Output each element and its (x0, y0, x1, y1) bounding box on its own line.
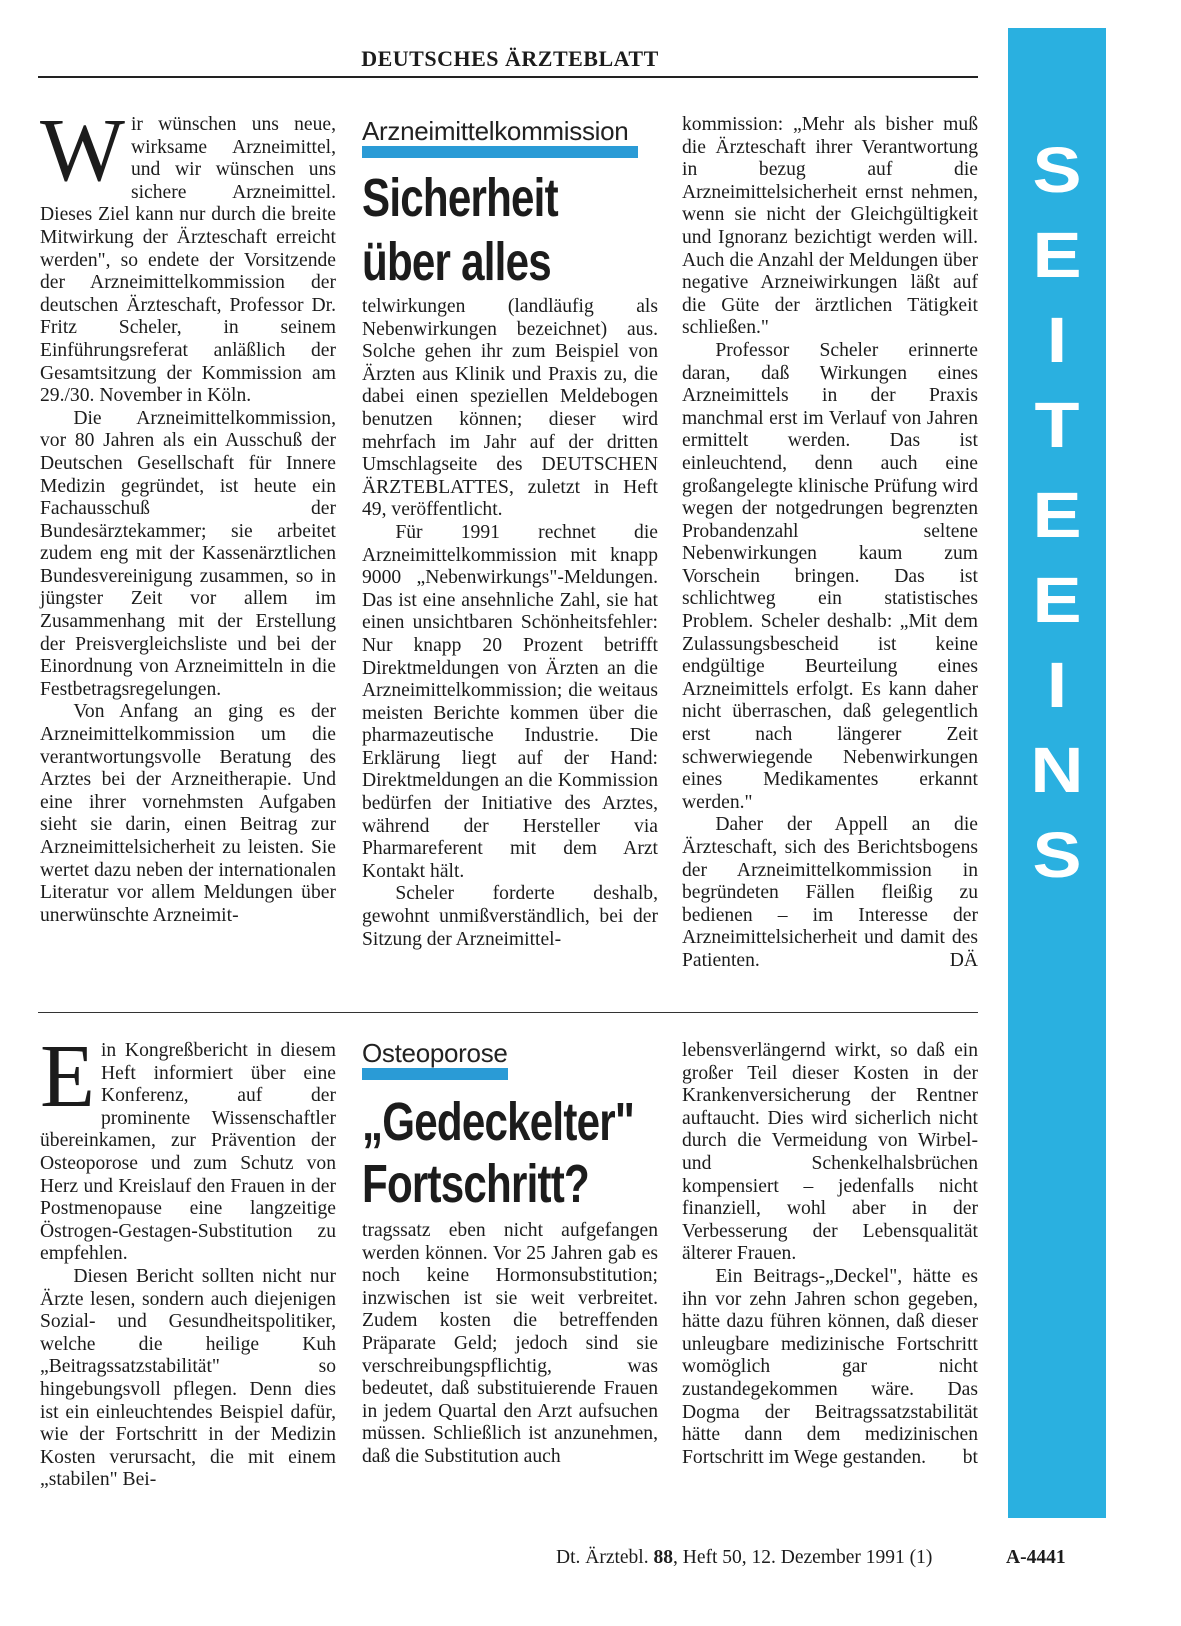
sidebar-letter: I (1046, 304, 1068, 376)
article2-headline-line1: „Gedeckelter" (362, 1092, 635, 1152)
sidebar-letter: S (1032, 819, 1082, 891)
sidebar-letter: T (1034, 389, 1080, 461)
article1-col3-para-3 (682, 814, 978, 972)
footer-volume: 88 (653, 1547, 673, 1568)
sidebar-letter: E (1032, 219, 1082, 291)
article1-headline-line1: Sicherheit (362, 168, 558, 228)
article1-column-3 (682, 114, 978, 973)
article1-col2-para-2: Für 1991 rechnet die Arzneimittelkommission mit knapp 9000 „Nebenwirkungs"-Meldungen. Das ist eine ansehnliche Zahl, sie hat einen unsichtbaren Schönheitsfehler: Nur knapp 20 Prozent betrifft Direktmeldungen von Ärzten an die Arzneimittelkommission; die weitaus meisten Berichte kommen über die pharmazeutische Industrie. Die Erklärung liegt auf der Hand: Direktmeldungen an die Kommission bedürfen der Initiative des Arztes, während der Hersteller via Pharmareferent mit dem Arzt Kontakt hält. (362, 521, 658, 882)
article1-col1-para-1: ir wünschen uns neue, wirksame Arzneimittel, und wir wünschen uns sichere Arzneimittel. Dieses Ziel kann nur durch die breite Mitwirkung der Ärzteschaft erreicht werden", so endete der Vorsitzende der Arzneimittelkommission der deutschen Ärzteschaft, Professor Dr. Fritz Scheler, in seinem Einführungsreferat anläßlich der Gesamtsitzung der Kommission am 29./30. November in Köln. (40, 114, 336, 407)
article2-col2-para-1: tragssatz eben nicht aufgefangen werden können. Vor 25 Jahren gab es noch keine Hormonsubstitution; inzwischen ist sie weit verbreitet. Zudem kosten die betreffenden Präparate Geld; jedoch sind sie verschreibungspflichtig, was bedeutet, daß substituierende Frauen in jedem Quartal den Arzt aufsuchen müssen. Schließlich ist anzunehmen, daß die Substitution auch (362, 1220, 658, 1467)
article1-col1-para-3: Von Anfang an ging es der Arzneimittelkommission um die verantwortungsvolle Beratung des Arztes bei der Arzneitherapie. Und eine ihrer vornehmsten Aufgaben sieht sie darin, einen Beitrag zur Arzneimittelsicherheit zu leisten. Sie wertet dazu neben der internationalen Literatur vor allem Meldungen über unerwünschte Arzneimit- (40, 701, 336, 926)
article1-kicker: Arzneimittelkommission (362, 116, 629, 146)
article2-column-1 (40, 1027, 336, 1492)
article1-dropcap: W (40, 101, 125, 200)
article1-col3-para-1: kommission: „Mehr als bisher muß die Ärzteschaft ihrer Verantwortung in bezug auf die Arzneimittelsicherheit ernst nehmen, wenn sie nicht der Gleichgültigkeit und Ignoranz bezichtigt werden will. Auch die Anzahl der Meldungen über negative Arzneiwirkungen läßt auf die Güte der ärztlichen Tätigkeit schließen." (682, 114, 978, 339)
footer-citation-rest: , Heft 50, 12. Dezember 1991 (1) (672, 1547, 933, 1568)
article2-dropcap: E (40, 1027, 95, 1126)
sidebar-letter: E (1032, 479, 1082, 551)
article1-headline-line2: über alles (362, 232, 551, 292)
article1-col3-para-3-text: Daher der Appell an die Ärzteschaft, sich des Berichtsbogens der Arzneimittelkommission in begründeten Fällen fleißig zu bedienen – im Interesse der Arzneimittelsicherheit und damit des Patienten. (682, 814, 978, 971)
footer-citation (556, 1547, 932, 1569)
article1-column-2 (362, 296, 658, 951)
sidebar-letter: E (1032, 564, 1082, 636)
article1-col3-para-2: Professor Scheler erinnerte daran, daß Wirkungen eines Arzneimittels in der Praxis manchmal erst im Verlauf von Jahren ermittelt werden. Das ist einleuchtend, denn auch eine großangelegte klinische Prüfung wird wegen der notgedrungen begrenzten Probandenzahl seltene Nebenwirkungen kaum zum Vorschein bringen. Das ist schlichtweg ein statistisches Problem. Scheler deshalb: „Mit dem Zulassungsbescheid ist keine endgültige Beurteilung eines Arzneimittels erfolgt. Es kann daher nicht überraschen, daß gelegentlich erst nach längerer Zeit schwerwiegende Nebenwirkungen eines Medikamentes erkannt werden." (682, 339, 978, 813)
article2-column-2 (362, 1220, 658, 1469)
article1-col1-para-2: Die Arzneimittelkommission, vor 80 Jahren als ein Ausschuß der Deutschen Gesellschaft für Innere Medizin gegründet, ist heute ein Fachausschuß der Bundesärztekammer; sie arbeitet zudem eng mit der Kassenärztlichen Bundesvereinigung zusammen, so in jüngster Zeit vor allem im Zusammenhang mit der Erstellung der Preisvergleichsliste und bei der Einordnung von Arzneimitteln in die Festbetragsregelungen. (40, 407, 336, 700)
article1-kicker-bar (362, 146, 638, 158)
article2-col3-para-2-text: Ein Beitrags-„Deckel", hätte es ihn vor zehn Jahren schon gegeben, hätte dazu führen können, daß dieser unleugbare medizinische Fortschritt womöglich gar nicht zustandegekommen wäre. Das Dogma der Beitragssatzstabilität hätte dann dem medizinischen Fortschritt im Wege gestanden. (682, 1265, 978, 1468)
article2-signature: bt (962, 1446, 978, 1468)
footer-citation-prefix: Dt. Ärztebl. (556, 1547, 649, 1568)
article2-col1-para-1: in Kongreßbericht in diesem Heft informiert über eine Konferenz, auf der prominente Wissenschaftler übereinkamen, zur Prävention der Osteoporose und zum Schutz von Herz und Kreislauf den Frauen in der Postmenopause eine langzeitige Östrogen-Gestagen-Substitution zu empfehlen. (40, 1040, 336, 1265)
article-divider (38, 1012, 978, 1013)
article1-col2-para-1: telwirkungen (landläufig als Nebenwirkungen bezeichnet) aus. Solche gehen ihr zum Beispiel von Ärzten aus Klinik und Praxis zu, die dabei einen speziellen Meldebogen benutzen können; dieser wird mehrfach im Jahr auf der dritten Umschlagseite des DEUTSCHEN ÄRZTEBLATTES, zuletzt in Heft 49, veröffentlicht. (362, 296, 658, 521)
footer-page-number: A-4441 (1006, 1547, 1066, 1568)
article2-column-3 (682, 1040, 978, 1469)
masthead-rule (38, 76, 978, 78)
article1-col2-para-3: Scheler forderte deshalb, gewohnt unmißverständlich, bei der Sitzung der Arzneimittel- (362, 883, 658, 950)
article2-col3-para-1: lebensverlängernd wirkt, so daß ein großer Teil dieser Kosten in der Krankenversicherung der Rentner auftaucht. Dies wird sicherlich nicht durch die Vermeidung von Wirbel- und Schenkelhalsbrüchen kompensiert – jedenfalls nicht finanziell, wohl aber in der Verbesserung der Lebensqualität älterer Frauen. (682, 1040, 978, 1265)
article2-col3-para-2 (682, 1266, 978, 1469)
sidebar-letter: N (1030, 734, 1084, 806)
section-sidebar (1008, 28, 1106, 1518)
article2-kicker: Osteoporose (362, 1038, 508, 1068)
article1-signature: DÄ (949, 949, 978, 971)
article2-col1-para-2: Diesen Bericht sollten nicht nur Ärzte lesen, sondern auch diejenigen Sozial- und Gesundheitspolitiker, welche die heilige Kuh „Beitragssatzstabilität" so hingebungsvoll pflegen. Denn dies ist ein einleuchtendes Beispiel dafür, wie der Fortschritt in der Medizin Kosten verursacht, die mit einem „stabilen" Bei- (40, 1265, 336, 1491)
sidebar-letter: S (1032, 134, 1082, 206)
article2-headline-line2: Fortschritt? (362, 1154, 589, 1214)
article2-kicker-bar (362, 1068, 508, 1080)
masthead-title: DEUTSCHES ÄRZTEBLATT (361, 46, 659, 71)
sidebar-letter: I (1046, 649, 1068, 721)
article1-column-1 (40, 101, 336, 927)
